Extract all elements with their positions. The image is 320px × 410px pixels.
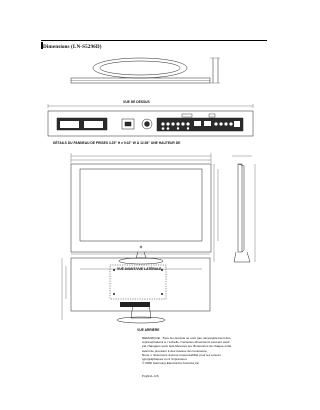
note-line: avant de procéder à des travaux de menuiserie. xyxy=(142,348,208,353)
note-line: Nous n ’assumons aucune responsabilité pour les erreurs xyxy=(142,352,221,357)
rear-view-caption: VUE ARRIÈRE xyxy=(137,328,160,332)
power-connector-icon xyxy=(122,119,134,129)
page-title: Dimensions (LN-S5296D) xyxy=(43,44,102,50)
note-line: REMARQUE : Tous les dessins ne sont pas nécessairement des xyxy=(142,336,231,340)
note-line: été changées sans avis.Mesures les dimensions de chaque unité xyxy=(142,344,232,349)
antenna-connector-icon xyxy=(142,119,152,129)
note-line: représentations à l ’échelle. Certaines dimensions peuvent avoir xyxy=(142,340,230,345)
page-footer: English-126 xyxy=(142,374,159,378)
note-line: © 2006 Samsung Electronics America,Inc. xyxy=(142,361,200,366)
top-view-caption: VUE DE DESSUS xyxy=(123,100,150,104)
jack-panel-caption: DÉTAILS DU PANNEAU DE PRISES 3.25" H x 9.02" W À 12.56" UNE HAUTEUR DE xyxy=(53,141,181,145)
note-line: typographiques ou d ’impression. xyxy=(142,357,188,362)
disclaimer-note xyxy=(142,336,277,365)
front-side-view-caption: VUE AVANT/VUE LATÉRALE xyxy=(117,267,162,271)
